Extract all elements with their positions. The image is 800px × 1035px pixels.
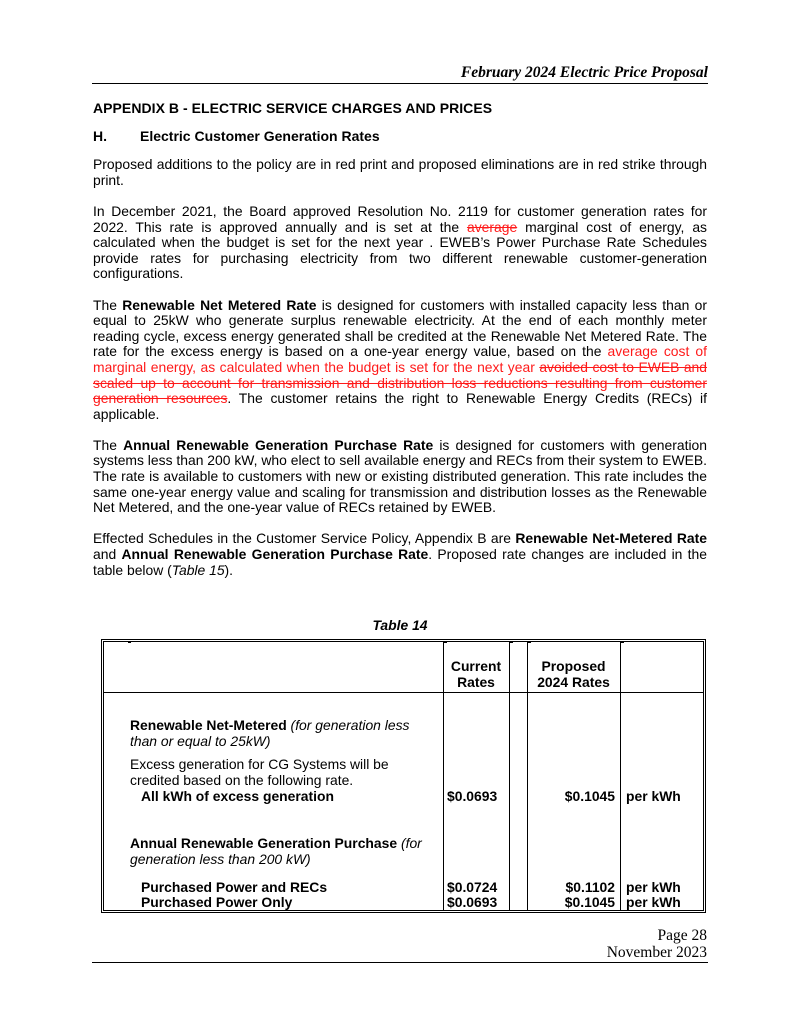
rate-table [101, 639, 706, 913]
text: and [93, 546, 122, 563]
section-heading [93, 129, 707, 145]
table-tick-mark [509, 642, 513, 643]
section-title-note: (for generation less than 200 kW) [130, 835, 422, 867]
column-header-line: Current [450, 658, 502, 674]
table-tick-mark [527, 642, 531, 643]
row-proposed-rate: $0.1045 [564, 894, 615, 910]
text: is designed for customers with installed capacity less than or equal to 25kW who generate surplus renewable electricity. At the end of each monthly meter reading cycle, excess energy generated shall be credited at the Renewable Net Metered Rate. The rate for the excess energy is based on a one-year energy value, based on the [93, 296, 707, 360]
term-annual-purchase-rate: Annual Renewable Generation Purchase Rate [123, 436, 434, 453]
section-title: Electric Customer Generation Rates [140, 127, 380, 144]
term-net-metered-rate: Renewable Net Metered Rate [122, 296, 317, 313]
text: The [93, 296, 123, 313]
text: . Proposed rate changes are included in the table below ( [93, 546, 707, 578]
section-title-bold: Annual Renewable Generation Purchase [130, 835, 398, 851]
table-reference: Table 15 [171, 561, 225, 578]
paragraph-resolution [93, 204, 707, 282]
row-unit: per kWh [626, 788, 681, 804]
column-header-proposed [527, 659, 620, 690]
row-current-rate: $0.0724 [447, 879, 498, 895]
row-current-rate: $0.0693 [447, 788, 498, 804]
row-proposed-rate: $0.1045 [564, 788, 615, 804]
text: marginal cost of energy, as calculated when the budget is set for the next year . EWEB’s Power Purchase Rate Schedules provide rates for purchasing electricity from two different renewable customer-generation configurations. [93, 218, 707, 282]
term-net-metered: Renewable Net-Metered Rate [515, 530, 707, 547]
row-current-rate: $0.0693 [447, 894, 498, 910]
struck-text: average [466, 218, 518, 235]
column-header-line: Rates [457, 673, 495, 690]
section-title-net-metered [130, 718, 430, 749]
page-content [93, 101, 707, 594]
running-header: February 2024 Electric Price Proposal [460, 64, 708, 81]
header-rule [92, 83, 708, 84]
row-label: Purchased Power Only [141, 894, 293, 910]
footer-rule [92, 962, 708, 963]
row-label: Purchased Power and RECs [141, 879, 328, 895]
column-header-line: Proposed [541, 658, 606, 674]
section-title-bold: Renewable Net-Metered [130, 717, 287, 733]
column-header-current [443, 659, 509, 690]
appendix-title: APPENDIX B - ELECTRIC SERVICE CHARGES AND PRICES [93, 100, 493, 116]
column-divider [620, 642, 621, 910]
term-annual-purchase: Annual Renewable Generation Purchase Rate [121, 546, 429, 563]
text: Effected Schedules in the Customer Service Policy, Appendix B are [93, 530, 516, 547]
header-divider [104, 692, 703, 693]
table-caption: Table 14 [372, 617, 428, 633]
row-proposed-rate: $0.1102 [565, 879, 615, 895]
text: is designed for customers with generation systems less than 200 kW, who elect to sell available energy and RECs from their system to EWEB. The rate is available to customers with new or existing distributed generation. This rate includes the same one-year energy value and scaling for transmission and distribution losses as the Renewable Net Metered, and the one-year value of RECs retained by EWEB. [93, 436, 707, 516]
row-unit: per kWh [626, 894, 681, 910]
text: ). [224, 561, 234, 578]
page-number: Page 28 [657, 927, 707, 944]
added-text: average cost of marginal energy, as calculated when the budget is set for the next year [93, 343, 707, 375]
text: . The customer retains the right to Renewable Energy Credits (RECs) if applicable. [93, 390, 707, 422]
section-description: Excess generation for CG Systems will be credited based on the following rate. [130, 756, 389, 788]
column-header-line: 2024 Rates [537, 673, 610, 690]
section-title-note: (for generation less than or equal to 25kW) [130, 717, 410, 749]
table-tick-mark [443, 642, 447, 643]
footer-date: November 2023 [606, 944, 707, 961]
row-label: All kWh of excess generation [141, 788, 334, 804]
paragraph-annual-purchase [93, 438, 707, 516]
column-divider [509, 642, 510, 910]
section-title-annual-purchase [130, 836, 440, 867]
struck-text: avoided cost to EWEB and scaled up to account for transmission and distribution loss reductions resulting from customer generation resources [93, 358, 708, 407]
row-unit: per kWh [626, 879, 681, 895]
paragraph-legend: Proposed additions to the policy are in red print and proposed eliminations are in red strike through print. [93, 156, 707, 188]
text: In December 2021, the Board approved Resolution No. 2119 for customer generation rates for 2022. This rate is approved annually and is set at the [93, 202, 707, 235]
section-number: H. [93, 127, 107, 144]
paragraph-effected-schedules [93, 531, 707, 578]
table-tick-mark [128, 642, 131, 643]
table-tick-mark [620, 642, 624, 643]
text: The [93, 436, 124, 453]
paragraph-net-metered [93, 298, 707, 423]
